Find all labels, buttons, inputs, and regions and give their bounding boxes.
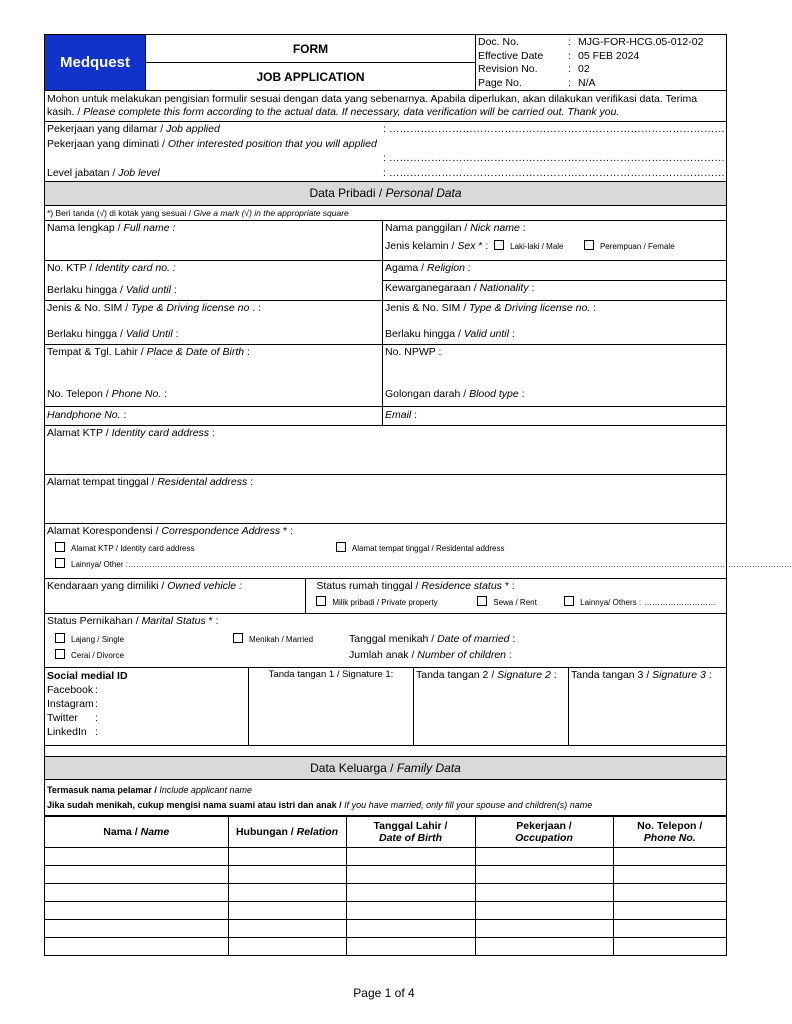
ktp-address-field[interactable]: Alamat KTP / Identity card address :: [44, 426, 727, 475]
family-notes: Termasuk nama pelamar / Include applicant name Jika sudah menikah, cukup mengisi nama suami atau istri dan anak / If you have married, only fill your spouse and children(s) name: [44, 780, 727, 816]
corr-other-checkbox[interactable]: [55, 558, 65, 568]
ktp-field[interactable]: No. KTP / Identity card no. :: [47, 262, 176, 274]
contact-row: [44, 407, 727, 426]
social-media-label: Social medial ID: [47, 670, 128, 682]
meta-row: Revision No. : 02: [478, 63, 590, 76]
sex-field: Jenis kelamin / Sex * : Laki-laki / Male Perempuan / Female: [385, 240, 675, 252]
sex-female-checkbox[interactable]: [584, 240, 594, 250]
meta-row: Page No. : N/A: [478, 77, 596, 90]
family-table: [45, 817, 726, 955]
vehicle-field[interactable]: Kendaraan yang dimiliki / Owned vehicle :: [45, 579, 306, 613]
table-row[interactable]: [45, 883, 726, 901]
handphone-field[interactable]: Handphone No. :: [45, 407, 383, 425]
job-other-label: Pekerjaan yang diminati / Other interested position that you will applied: [47, 138, 377, 150]
job-applied-label: Pekerjaan yang dilamar / Job applied: [47, 123, 220, 135]
corr-other-field[interactable]: ……………………………………………………………………………………………………………………………………………………………………………………………………………………………: [127, 560, 792, 569]
sim-field-1[interactable]: Jenis & No. SIM / Type & Driving license no . :: [47, 302, 261, 314]
signature-1-box[interactable]: Tanda tangan 1 / Signature 1:: [249, 668, 414, 745]
checkbox-note: *) Beri tanda (√) di kotak yang sesuai / Give a mark (√) in the appropriate square: [44, 206, 727, 221]
name-row: [44, 221, 727, 261]
birth-row: [44, 345, 727, 407]
ktp-row: [44, 261, 727, 301]
sim-valid-field-2[interactable]: Berlaku hingga / Valid until :: [385, 328, 515, 340]
personal-data-heading: Data Pribadi / Personal Data: [44, 182, 727, 206]
table-row[interactable]: [45, 937, 726, 955]
job-section: [44, 122, 727, 182]
job-other-field[interactable]: : ……………………………………………………………………………………: [383, 152, 725, 164]
signature-3-box[interactable]: Tanda tangan 3 / Signature 3 :: [571, 669, 712, 681]
married-date-field[interactable]: Tanggal menikah / Date of married :: [349, 633, 516, 645]
residence-rent-checkbox[interactable]: [477, 596, 487, 606]
birth-field[interactable]: Tempat & Tgl. Lahir / Place & Date of Birth :: [47, 346, 250, 358]
residential-address-field[interactable]: Alamat tempat tinggal / Residental address :: [44, 475, 727, 524]
spacer: [44, 746, 727, 756]
corr-ktp-checkbox[interactable]: [55, 542, 65, 552]
npwp-field[interactable]: No. NPWP :: [385, 346, 442, 358]
marital-label: Status Pernikahan / Marital Status * :: [47, 615, 219, 627]
marital-section: Status Pernikahan / Marital Status * : Lajang / Single Menikah / Married Tanggal menikah / Date of married : Cerai / Divorce Jumlah anak / Number of children :: [44, 614, 727, 668]
col-occupation: Pekerjaan / Occupation: [475, 817, 613, 847]
residence-private-checkbox[interactable]: [316, 596, 326, 606]
sim-valid-field-1[interactable]: Berlaku hingga / Valid Until :: [47, 328, 179, 340]
marital-married-checkbox[interactable]: [233, 633, 243, 643]
col-name: Nama / Name: [45, 817, 228, 847]
ktp-valid-field[interactable]: Berlaku hingga / Valid until :: [47, 284, 177, 296]
table-row[interactable]: [45, 847, 726, 865]
correspondence-section: Alamat Korespondensi / Correspondence Address * : Alamat KTP / Identity card address Alamat tempat tinggal / Residental address Lainnya/ Other :……………………………………………………………………………………………………………………………………………………………………………………………………………………………: [44, 524, 727, 579]
col-relation: Hubungan / Relation: [228, 817, 346, 847]
facebook-field[interactable]: Facebook :: [47, 684, 98, 696]
job-level-label: Level jabatan / Job level: [47, 167, 160, 179]
col-dob: Tanggal Lahir / Date of Birth: [346, 817, 475, 847]
nick-name-field[interactable]: Nama panggilan / Nick name :: [385, 222, 526, 234]
full-name-field[interactable]: Nama lengkap / Full name :: [45, 221, 383, 260]
company-logo: Medquest: [45, 35, 146, 90]
intro-text: Mohon untuk melakukan pengisian formulir sesuai dengan data yang sebenarnya. Apabila diperlukan, akan dilakukan verifikasi data. Terima kasih. / Please complete this form according to the actual data. If necessary, data verification will be carried out. Thank you.: [44, 91, 727, 122]
sim-field-2[interactable]: Jenis & No. SIM / Type & Driving license no. :: [385, 302, 597, 314]
linkedin-field[interactable]: LinkedIn :: [47, 726, 98, 738]
religion-field[interactable]: Agama / Religion :: [383, 261, 726, 281]
email-field[interactable]: Email :: [385, 409, 418, 421]
phone-field[interactable]: No. Telepon / Phone No. :: [47, 388, 168, 400]
twitter-field[interactable]: Twitter :: [47, 712, 98, 724]
job-applied-field[interactable]: : ……………………………………………………………………………………: [383, 123, 725, 135]
social-signature-row: [44, 668, 727, 746]
meta-row: Effective Date : 05 FEB 2024: [478, 49, 640, 62]
signature-2-box[interactable]: Tanda tangan 2 / Signature 2 :: [414, 668, 569, 745]
table-row[interactable]: [45, 919, 726, 937]
correspondence-label: Alamat Korespondensi / Correspondence Address * :: [47, 525, 293, 537]
job-level-field[interactable]: : ……………………………………………………………………………………: [383, 167, 725, 179]
family-table-wrap: [44, 816, 727, 956]
sex-male-checkbox[interactable]: [494, 240, 504, 250]
form-title: JOB APPLICATION: [256, 69, 365, 84]
title-block: [146, 35, 476, 90]
marital-single-checkbox[interactable]: [55, 633, 65, 643]
residence-label: Status rumah tinggal / Residence status * :: [316, 580, 515, 592]
form-sheet: [44, 34, 792, 956]
sim-row: [44, 301, 727, 345]
col-phone: No. Telepon / Phone No.: [613, 817, 726, 847]
family-data-heading: Data Keluarga / Family Data: [44, 756, 727, 780]
children-field[interactable]: Jumlah anak / Number of children :: [349, 649, 512, 661]
form-label: FORM: [146, 35, 475, 63]
marital-divorce-checkbox[interactable]: [55, 649, 65, 659]
form-header: [44, 34, 727, 91]
doc-meta: [476, 35, 726, 90]
corr-residential-checkbox[interactable]: [336, 542, 346, 552]
page-footer: Page 1 of 4: [353, 986, 415, 1000]
blood-type-field[interactable]: Golongan darah / Blood type :: [385, 388, 525, 400]
instagram-field[interactable]: Instagram:: [47, 698, 98, 710]
table-row[interactable]: [45, 865, 726, 883]
table-row[interactable]: [45, 901, 726, 919]
nationality-field[interactable]: Kewarganegaraan / Nationality :: [385, 282, 535, 294]
residence-other-checkbox[interactable]: [564, 596, 574, 606]
vehicle-row: Kendaraan yang dimiliki / Owned vehicle : Status rumah tinggal / Residence status * : Milik pribadi / Private property Sewa / Rent Lainnya/ Others : ………………………: [44, 579, 727, 614]
meta-row: Doc. No. : MJG-FOR-HCG.05-012-02: [478, 35, 704, 48]
